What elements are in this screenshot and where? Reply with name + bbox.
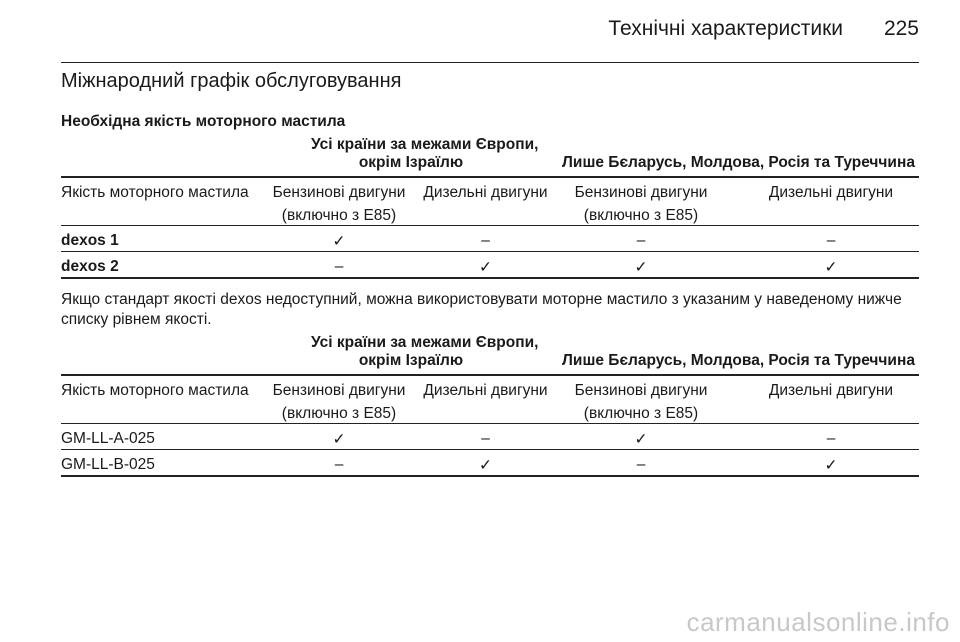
table-cell: ✓	[479, 259, 492, 276]
table-cell: –	[826, 430, 836, 447]
section-title: Міжнародний графік обслуговування	[61, 70, 402, 92]
column-header-petrol: Бензинові двигуни	[272, 184, 406, 201]
table-rule	[61, 277, 919, 279]
table-cell: –	[481, 232, 490, 249]
column-header-diesel-2: Дизельні двигуни	[768, 184, 894, 201]
table-cell: ✓	[634, 431, 648, 448]
header-divider	[61, 62, 919, 63]
table-cell: ✓	[634, 259, 648, 276]
table-rule	[61, 374, 919, 376]
table-cell: –	[334, 456, 344, 473]
page-header	[61, 17, 919, 49]
paragraph-text: Якщо стандарт якості dexos недоступний, можна використовувати моторне мастило з указаним у наведеному нижче списку рівнем якості.	[61, 291, 902, 328]
column-header-diesel: Дизельні двигуни	[423, 184, 548, 201]
group-header-belarus-moldova-russia-turkey: Лише Бєларусь, Молдова, Росія та Туреччина	[562, 154, 915, 171]
column-header-diesel: Дизельні двигуни	[423, 382, 548, 399]
table-cell: –	[636, 456, 646, 473]
watermark: carmanualsonline.info	[686, 607, 950, 637]
table-cell: ✓	[824, 457, 838, 474]
table-cell: ✓	[479, 457, 492, 474]
group-header-outside-europe: Усі країни за межами Європи,	[311, 136, 539, 153]
table-cell: –	[334, 258, 344, 275]
group-header-belarus-moldova-russia-turkey: Лише Бєларусь, Молдова, Росія та Туреччина	[562, 352, 915, 369]
column-header-petrol-2: Бензинові двигуни	[574, 184, 708, 201]
table-rule	[61, 475, 919, 477]
column-header-oil-quality: Якість моторного мастила	[61, 382, 249, 399]
column-header-petrol: Бензинові двигуни	[272, 382, 406, 399]
table-cell: ✓	[824, 259, 838, 276]
group-header-outside-europe-line2: окрім Ізраїлю	[358, 154, 464, 171]
column-header-petrol-note: (включно з E85)	[281, 207, 397, 224]
table-cell: ✓	[332, 233, 346, 250]
column-header-diesel-2: Дизельні двигуни	[768, 382, 894, 399]
group-header-outside-europe-line2: окрім Ізраїлю	[358, 352, 464, 369]
row-label-dexos-1: dexos 1	[61, 232, 119, 249]
column-header-petrol-2-note: (включно з E85)	[583, 207, 699, 224]
row-label-gm-ll-a-025: GM-LL-A-025	[61, 430, 155, 447]
table-cell: –	[826, 232, 836, 249]
table-rule	[61, 449, 919, 450]
column-header-petrol-2: Бензинові двигуни	[574, 382, 708, 399]
column-header-oil-quality: Якість моторного мастила	[61, 184, 249, 201]
table-cell: –	[636, 232, 646, 249]
table-cell: –	[481, 430, 490, 447]
table-rule	[61, 423, 919, 424]
page-number: 225	[883, 17, 919, 40]
table-rule	[61, 176, 919, 178]
column-header-petrol-2-note: (включно з E85)	[583, 405, 699, 422]
subsection-title: Необхідна якість моторного мастила	[61, 113, 346, 130]
group-header-outside-europe: Усі країни за межами Європи,	[311, 334, 539, 351]
table-cell: ✓	[332, 431, 346, 448]
table-rule	[61, 225, 919, 226]
header-title: Технічні характеристики	[608, 17, 843, 40]
column-header-petrol-note: (включно з E85)	[281, 405, 397, 422]
row-label-gm-ll-b-025: GM-LL-B-025	[61, 456, 155, 473]
row-label-dexos-2: dexos 2	[61, 258, 119, 275]
table-rule	[61, 251, 919, 252]
